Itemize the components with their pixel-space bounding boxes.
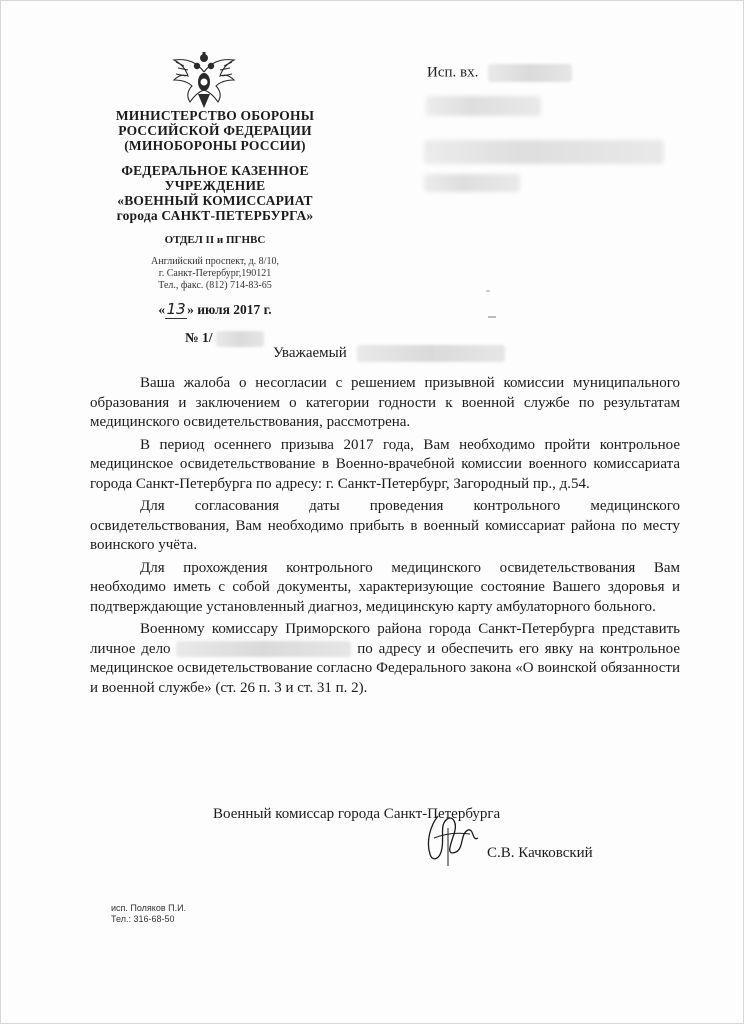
header-line: «ВОЕННЫЙ КОМИССАРИАТ xyxy=(117,193,313,208)
executor-name: исп. Поляков П.И. xyxy=(111,903,187,913)
paragraph: Ваша жалоба о несогласии с решением призывной комиссии муниципального образования и заключением о категории годности к военной службе по результатам медицинского освидетельствования, рассмотрена. xyxy=(90,375,680,430)
letter-body xyxy=(90,374,680,701)
header-line: МИНИСТЕРСТВО ОБОРОНЫ xyxy=(115,108,315,123)
paragraph-part: Военному комиссару Приморского района города Санкт-Петербурга представить личное дело xyxy=(90,621,680,657)
header-line: РОССИЙСКОЙ ФЕДЕРАЦИИ xyxy=(118,123,312,138)
header-line: (МИНОБОРОНЫ РОССИИ) xyxy=(124,138,306,153)
paragraph: В период осеннего призыва 2017 года, Вам необходимо пройти контрольное медицинское освидетельствование в Военно-врачебной комиссии военного комиссариата города Санкт-Петербурга по адресу: г. Санкт-Петербург, Загородный пр., д.54. xyxy=(90,436,680,492)
letter-date xyxy=(100,300,330,319)
letter-number xyxy=(185,330,264,347)
redacted-recipient xyxy=(357,345,505,362)
handwritten-signature xyxy=(420,808,490,870)
signer-position: Военный комиссар города Санкт-Петербурга xyxy=(213,806,501,822)
greeting-text: Уважаемый xyxy=(273,345,347,361)
paragraph-part: по адресу и обеспечить его явку на контрольное медицинское освидетельствование согласно Федерального закона «О воинской обязанности и военной службе» (ст. 26 п. 3 и ст. 31 п. 2). xyxy=(90,640,680,696)
incoming-ref xyxy=(427,64,572,82)
paragraph xyxy=(90,620,680,698)
organization-header xyxy=(100,108,330,223)
redacted-recipient-name xyxy=(426,96,541,116)
number-label: № 1/ xyxy=(185,330,213,345)
address-line: Английский проспект, д. 8/10, xyxy=(151,256,279,267)
signer-name: С.В. Качковский xyxy=(487,845,593,861)
header-line: УЧРЕЖДЕНИЕ xyxy=(164,178,266,193)
eagle-emblem-icon xyxy=(168,50,240,112)
department-label: ОТДЕЛ II и ПГНВС xyxy=(164,234,266,246)
redacted-incoming-ref xyxy=(488,64,572,82)
date-suffix: » июля 2017 г. xyxy=(187,302,272,317)
header-line: города САНКТ-ПЕТЕРБУРГА» xyxy=(116,208,314,223)
date-prefix: « xyxy=(158,302,166,317)
redacted-recipient-address xyxy=(424,140,664,164)
scan-mark xyxy=(488,316,496,318)
executor-block xyxy=(111,903,186,925)
executor-phone: Тел.: 316-68-50 xyxy=(111,914,175,924)
redacted-person xyxy=(176,641,351,657)
address-line: Тел., факс. (812) 714-83-65 xyxy=(158,280,272,291)
greeting xyxy=(273,345,505,362)
address-line: г. Санкт-Петербург,190121 xyxy=(158,268,272,279)
address-block xyxy=(100,256,330,292)
redacted-recipient-city xyxy=(424,174,520,192)
header-line: ФЕДЕРАЛЬНОЕ КАЗЕННОЕ xyxy=(121,163,309,178)
date-day: 13 xyxy=(166,300,186,318)
scan-mark xyxy=(486,290,490,292)
paragraph: Для прохождения контрольного медицинского освидетельствования Вам необходимо иметь с собой документы, характеризующие состояние Вашего здоровья и подтверждающие установленный диагноз, медицинскую карту амбулаторного больного. xyxy=(90,559,680,615)
incoming-ref-label: Исп. вх. xyxy=(427,64,479,81)
paragraph: Для согласования даты проведения контрольного медицинского освидетельствования, Вам необходимо прибыть в военный комиссариат района по месту воинского учёта. xyxy=(90,498,680,553)
redacted-number xyxy=(216,331,264,347)
